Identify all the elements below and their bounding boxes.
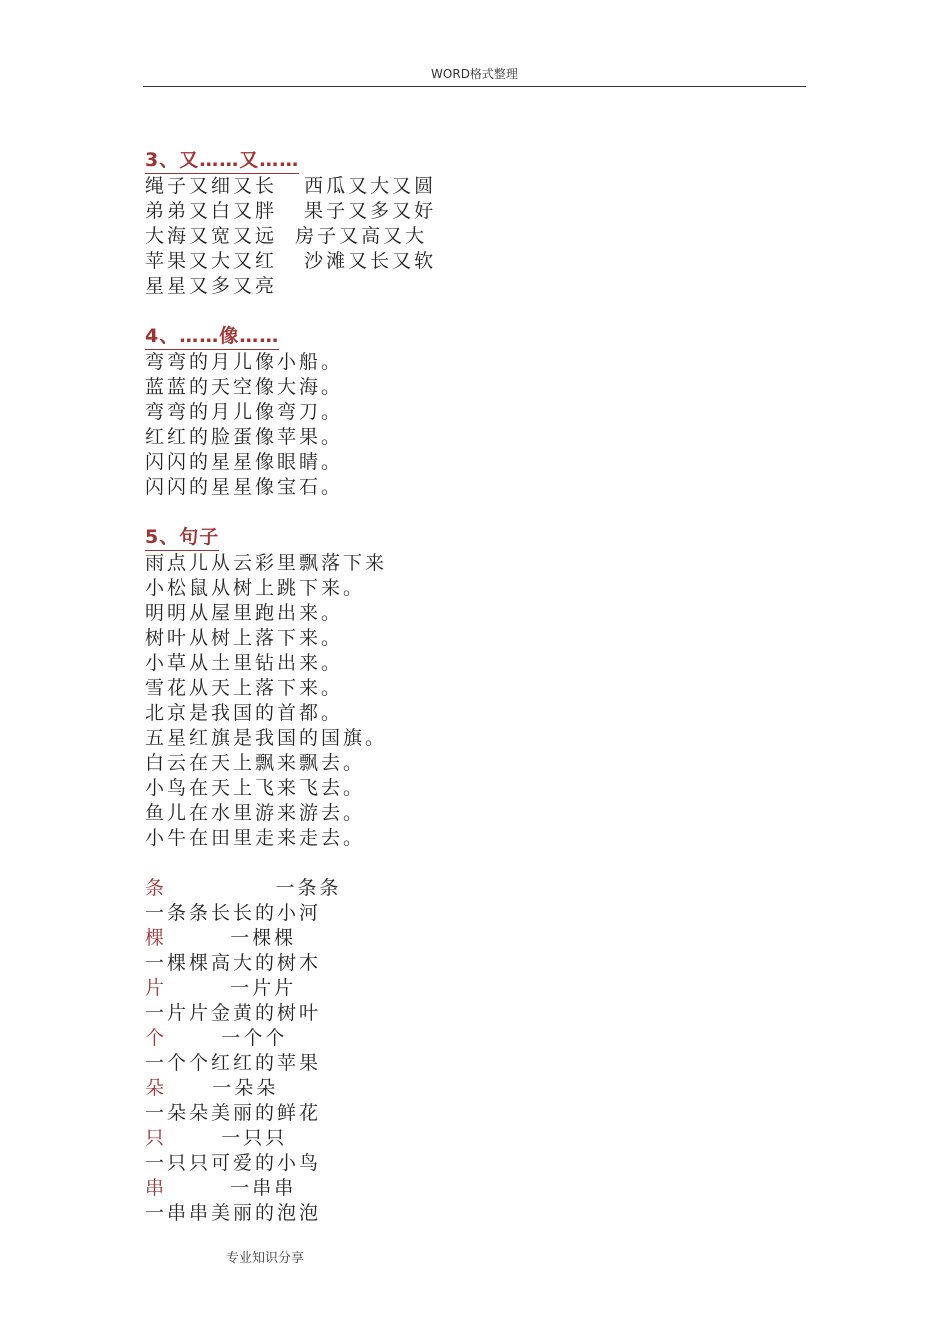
measure-phrase: 一棵棵高大的树木 — [145, 952, 322, 974]
text-line: 小草从土里钻出来。 — [145, 652, 344, 674]
measure-gap — [167, 1076, 212, 1101]
text-line: 星星又多又亮 — [145, 275, 278, 297]
page-footer — [226, 1247, 304, 1266]
text-line: 鱼儿在水里游来游去。 — [145, 802, 366, 824]
measure-word-row — [145, 1076, 785, 1101]
measure-repeat: 一串串 — [230, 1177, 297, 1199]
measure-word-row — [145, 926, 785, 951]
measure-word: 个 — [145, 1027, 168, 1049]
section-4-heading: 4、……像…… — [145, 324, 279, 350]
measure-phrase: 一朵朵美丽的鲜花 — [145, 1102, 322, 1124]
measure-repeat: 一棵棵 — [230, 927, 297, 949]
header-text: WORD格式整理 — [431, 67, 518, 81]
measure-gap — [167, 976, 230, 1001]
spacer — [145, 299, 785, 324]
measure-word-row — [145, 876, 785, 901]
section-3 — [145, 148, 785, 299]
text-line: 弯弯的月儿像弯刀。 — [145, 401, 344, 423]
measure-gap — [167, 1126, 221, 1151]
text-line: 小牛在田里走来走去。 — [145, 827, 366, 849]
text-line: 雪花从天上落下来。 — [145, 677, 344, 699]
measure-phrase: 一只只可爱的小鸟 — [145, 1152, 322, 1174]
measure-repeat: 一朵朵 — [212, 1077, 279, 1099]
measure-gap — [167, 1026, 221, 1051]
measure-word-row — [145, 1176, 785, 1201]
measure-word: 片 — [145, 977, 168, 999]
measure-word: 朵 — [145, 1077, 168, 1099]
text-line: 弟弟又白又胖 果子又多又好 — [145, 200, 437, 222]
measure-word: 棵 — [145, 927, 168, 949]
text-line: 闪闪的星星像眼睛。 — [145, 451, 344, 473]
measure-gap — [167, 1176, 230, 1201]
document-body — [145, 148, 785, 1226]
spacer — [145, 851, 785, 876]
measure-phrase: 一条条长长的小河 — [145, 902, 322, 924]
text-line: 苹果又大又红 沙滩又长又软 — [145, 250, 437, 272]
text-line: 白云在天上飘来飘去。 — [145, 752, 366, 774]
text-line: 小松鼠从树上跳下来。 — [145, 577, 366, 599]
measure-phrase: 一串串美丽的泡泡 — [145, 1202, 322, 1224]
section-4 — [145, 324, 785, 500]
measure-repeat: 一条条 — [275, 877, 342, 899]
measure-gap — [167, 926, 230, 951]
spacer — [145, 500, 785, 525]
text-line: 明明从屋里跑出来。 — [145, 602, 344, 624]
measure-phrase: 一片片金黄的树叶 — [145, 1002, 322, 1024]
measure-word-list — [145, 876, 785, 1226]
measure-repeat: 一片片 — [230, 977, 297, 999]
measure-word-row — [145, 976, 785, 1001]
page-header — [143, 66, 806, 87]
measure-word: 串 — [145, 1177, 168, 1199]
text-line: 闪闪的星星像宝石。 — [145, 476, 344, 498]
section-5-heading: 5、句子 — [145, 525, 219, 551]
text-line: 雨点儿从云彩里飘落下来 — [145, 552, 388, 574]
text-line: 北京是我国的首都。 — [145, 702, 344, 724]
section-5 — [145, 525, 785, 851]
section-3-heading: 3、又……又…… — [145, 148, 299, 174]
measure-phrase: 一个个红红的苹果 — [145, 1052, 322, 1074]
text-line: 绳子又细又长 西瓜又大又圆 — [145, 175, 437, 197]
text-line: 树叶从树上落下来。 — [145, 627, 344, 649]
measure-repeat: 一个个 — [221, 1027, 288, 1049]
measure-word-row — [145, 1026, 785, 1051]
measure-gap — [167, 876, 275, 901]
measure-word-row — [145, 1126, 785, 1151]
text-line: 蓝蓝的天空像大海。 — [145, 376, 344, 398]
text-line: 五星红旗是我国的国旗。 — [145, 727, 388, 749]
measure-word: 只 — [145, 1127, 168, 1149]
measure-repeat: 一只只 — [221, 1127, 288, 1149]
measure-word: 条 — [145, 877, 168, 899]
text-line: 大海又宽又远 房子又高又大 — [145, 225, 428, 247]
text-line: 红红的脸蛋像苹果。 — [145, 426, 344, 448]
text-line: 弯弯的月儿像小船。 — [145, 351, 344, 373]
footer-text: 专业知识分享 — [226, 1251, 305, 1266]
text-line: 小鸟在天上飞来飞去。 — [145, 777, 366, 799]
